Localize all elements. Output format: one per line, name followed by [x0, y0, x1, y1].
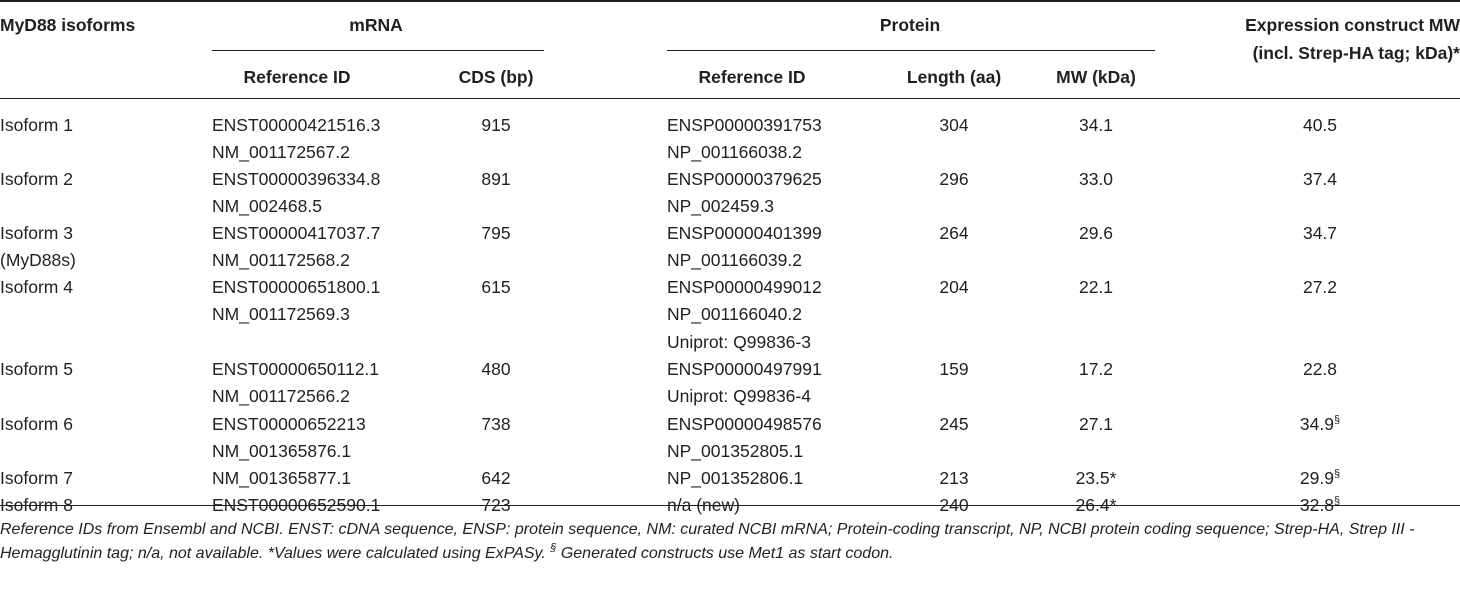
expression-mw-mark: §	[1333, 468, 1341, 480]
mrna-reference-id: NM_001172568.2	[212, 250, 350, 271]
mrna-reference-id: ENST00000396334.8	[212, 169, 381, 189]
protein-length: 204	[939, 277, 969, 297]
isoform-name: Isoform 2	[0, 169, 73, 189]
expression-mw-value: 34.7	[1302, 223, 1338, 243]
header-expression-line2: (incl. Strep-HA tag; kDa)*	[1252, 43, 1460, 63]
protein-length: 264	[939, 223, 969, 243]
mrna-reference-id: NM_001172569.3	[212, 304, 350, 325]
mrna-reference-id: NM_001172566.2	[212, 386, 350, 407]
header-expression-line1: Expression construct MW	[1245, 15, 1460, 35]
protein-reference-id: ENSP00000497991	[667, 359, 822, 379]
header-isoform: MyD88 isoforms	[0, 15, 136, 35]
mrna-reference-id: NM_001365877.1	[212, 468, 352, 488]
footnote-text2: Generated constructs use Met1 as start codon.	[556, 545, 894, 562]
protein-mw: 34.1	[1078, 115, 1114, 135]
mrna-reference-id: ENST00000417037.7	[212, 223, 381, 243]
expression-mw-value: 40.5	[1302, 115, 1338, 135]
footnote-section-mark: §	[550, 542, 557, 554]
protein-length: 296	[939, 169, 969, 189]
expression-mw	[1300, 467, 1340, 489]
isoform-name: Isoform 3	[0, 223, 73, 243]
mrna-reference-id: ENST00000651800.1	[212, 277, 381, 297]
isoform-name: Isoform 1	[0, 115, 73, 135]
expression-mw-value: 29.9	[1299, 468, 1334, 488]
mrna-reference-id: ENST00000652590.1	[212, 495, 381, 515]
isoform-name: Isoform 8	[0, 495, 73, 515]
expression-mw	[1300, 413, 1340, 435]
expression-mw	[1303, 114, 1337, 136]
protein-reference-id: NP_001166038.2	[667, 142, 802, 163]
mrna-reference-id: ENST00000421516.3	[212, 115, 381, 135]
protein-reference-id: ENSP00000379625	[667, 169, 822, 189]
protein-length: 213	[939, 468, 969, 488]
expression-mw-value: 22.8	[1302, 359, 1338, 379]
protein-mw: 29.6	[1078, 223, 1114, 243]
expression-mw	[1300, 494, 1340, 516]
expression-mw-value: 27.2	[1302, 277, 1338, 297]
table-footnote	[0, 518, 1455, 566]
protein-reference-id: Uniprot: Q99836-3	[667, 331, 811, 352]
protein-mw: 33.0	[1078, 169, 1114, 189]
protein-reference-id: ENSP00000498576	[667, 414, 822, 434]
expression-mw	[1303, 358, 1337, 380]
cds-length: 615	[481, 277, 511, 297]
protein-length: 304	[939, 115, 969, 135]
mrna-reference-id: NM_002468.5	[212, 196, 322, 217]
protein-mw: 17.2	[1078, 359, 1114, 379]
protein-reference-id: NP_001352806.1	[667, 468, 804, 488]
protein-mw: 26.4*	[1075, 495, 1117, 515]
expression-mw	[1303, 222, 1337, 244]
top-rule	[0, 0, 1460, 2]
protein-reference-id: ENSP00000499012	[667, 277, 822, 297]
mrna-group-rule	[212, 50, 544, 51]
isoform-name: Isoform 6	[0, 414, 73, 434]
protein-reference-id: ENSP00000401399	[667, 223, 822, 243]
protein-mw: 23.5*	[1075, 468, 1117, 488]
protein-reference-id: Uniprot: Q99836-4	[667, 386, 811, 407]
expression-mw-mark: §	[1333, 495, 1341, 507]
isoform-name: Isoform 7	[0, 468, 73, 488]
cds-length: 480	[481, 359, 511, 379]
expression-mw-mark: §	[1333, 414, 1341, 426]
protein-reference-id: n/a (new)	[667, 495, 740, 515]
header-cds: CDS (bp)	[458, 67, 534, 87]
cds-length: 915	[481, 115, 511, 135]
expression-mw	[1303, 276, 1337, 298]
mrna-reference-id: NM_001365876.1	[212, 441, 352, 462]
header-mw: MW (kDa)	[1056, 67, 1136, 87]
cds-length: 795	[481, 223, 511, 243]
isoform-name: (MyD88s)	[0, 250, 76, 271]
protein-mw: 22.1	[1078, 277, 1114, 297]
footnote-text: Reference IDs from Ensembl and NCBI. ENST: cDNA sequence, ENSP: protein sequence, NM: curated NCBI mRNA; Protein-coding transcript, NP, NCBI protein coding sequence; Strep-HA, Strep III - Hemagglutinin tag; n/a, not available. *Values were calculated using ExPASy.	[0, 521, 1415, 562]
cds-length: 738	[481, 414, 511, 434]
cds-length: 723	[481, 495, 511, 515]
header-protein-reference-id: Reference ID	[698, 67, 806, 87]
cds-length: 642	[481, 468, 511, 488]
protein-reference-id: NP_001166040.2	[667, 304, 802, 325]
header-protein: Protein	[879, 15, 941, 35]
mrna-reference-id: ENST00000650112.1	[212, 359, 380, 379]
protein-reference-id: ENSP00000391753	[667, 115, 822, 135]
cds-length: 891	[481, 169, 511, 189]
protein-length: 159	[939, 359, 969, 379]
expression-mw-value: 37.4	[1302, 169, 1338, 189]
protein-reference-id: NP_001166039.2	[667, 250, 802, 271]
header-mrna-reference-id: Reference ID	[243, 67, 351, 87]
expression-mw-value: 32.8	[1299, 495, 1334, 515]
expression-mw-value: 34.9	[1299, 414, 1334, 434]
mrna-reference-id: ENST00000652213	[212, 414, 366, 434]
isoform-name: Isoform 5	[0, 359, 73, 379]
protein-group-rule	[667, 50, 1155, 51]
header-length: Length (aa)	[906, 67, 1002, 87]
isoform-name: Isoform 4	[0, 277, 73, 297]
mrna-reference-id: NM_001172567.2	[212, 142, 350, 163]
header-mrna: mRNA	[349, 15, 403, 35]
protein-reference-id: NP_001352805.1	[667, 441, 804, 462]
protein-reference-id: NP_002459.3	[667, 196, 775, 217]
header-bottom-rule	[0, 98, 1460, 99]
protein-length: 240	[939, 495, 969, 515]
protein-length: 245	[939, 414, 969, 434]
protein-mw: 27.1	[1078, 414, 1114, 434]
expression-mw	[1303, 168, 1337, 190]
